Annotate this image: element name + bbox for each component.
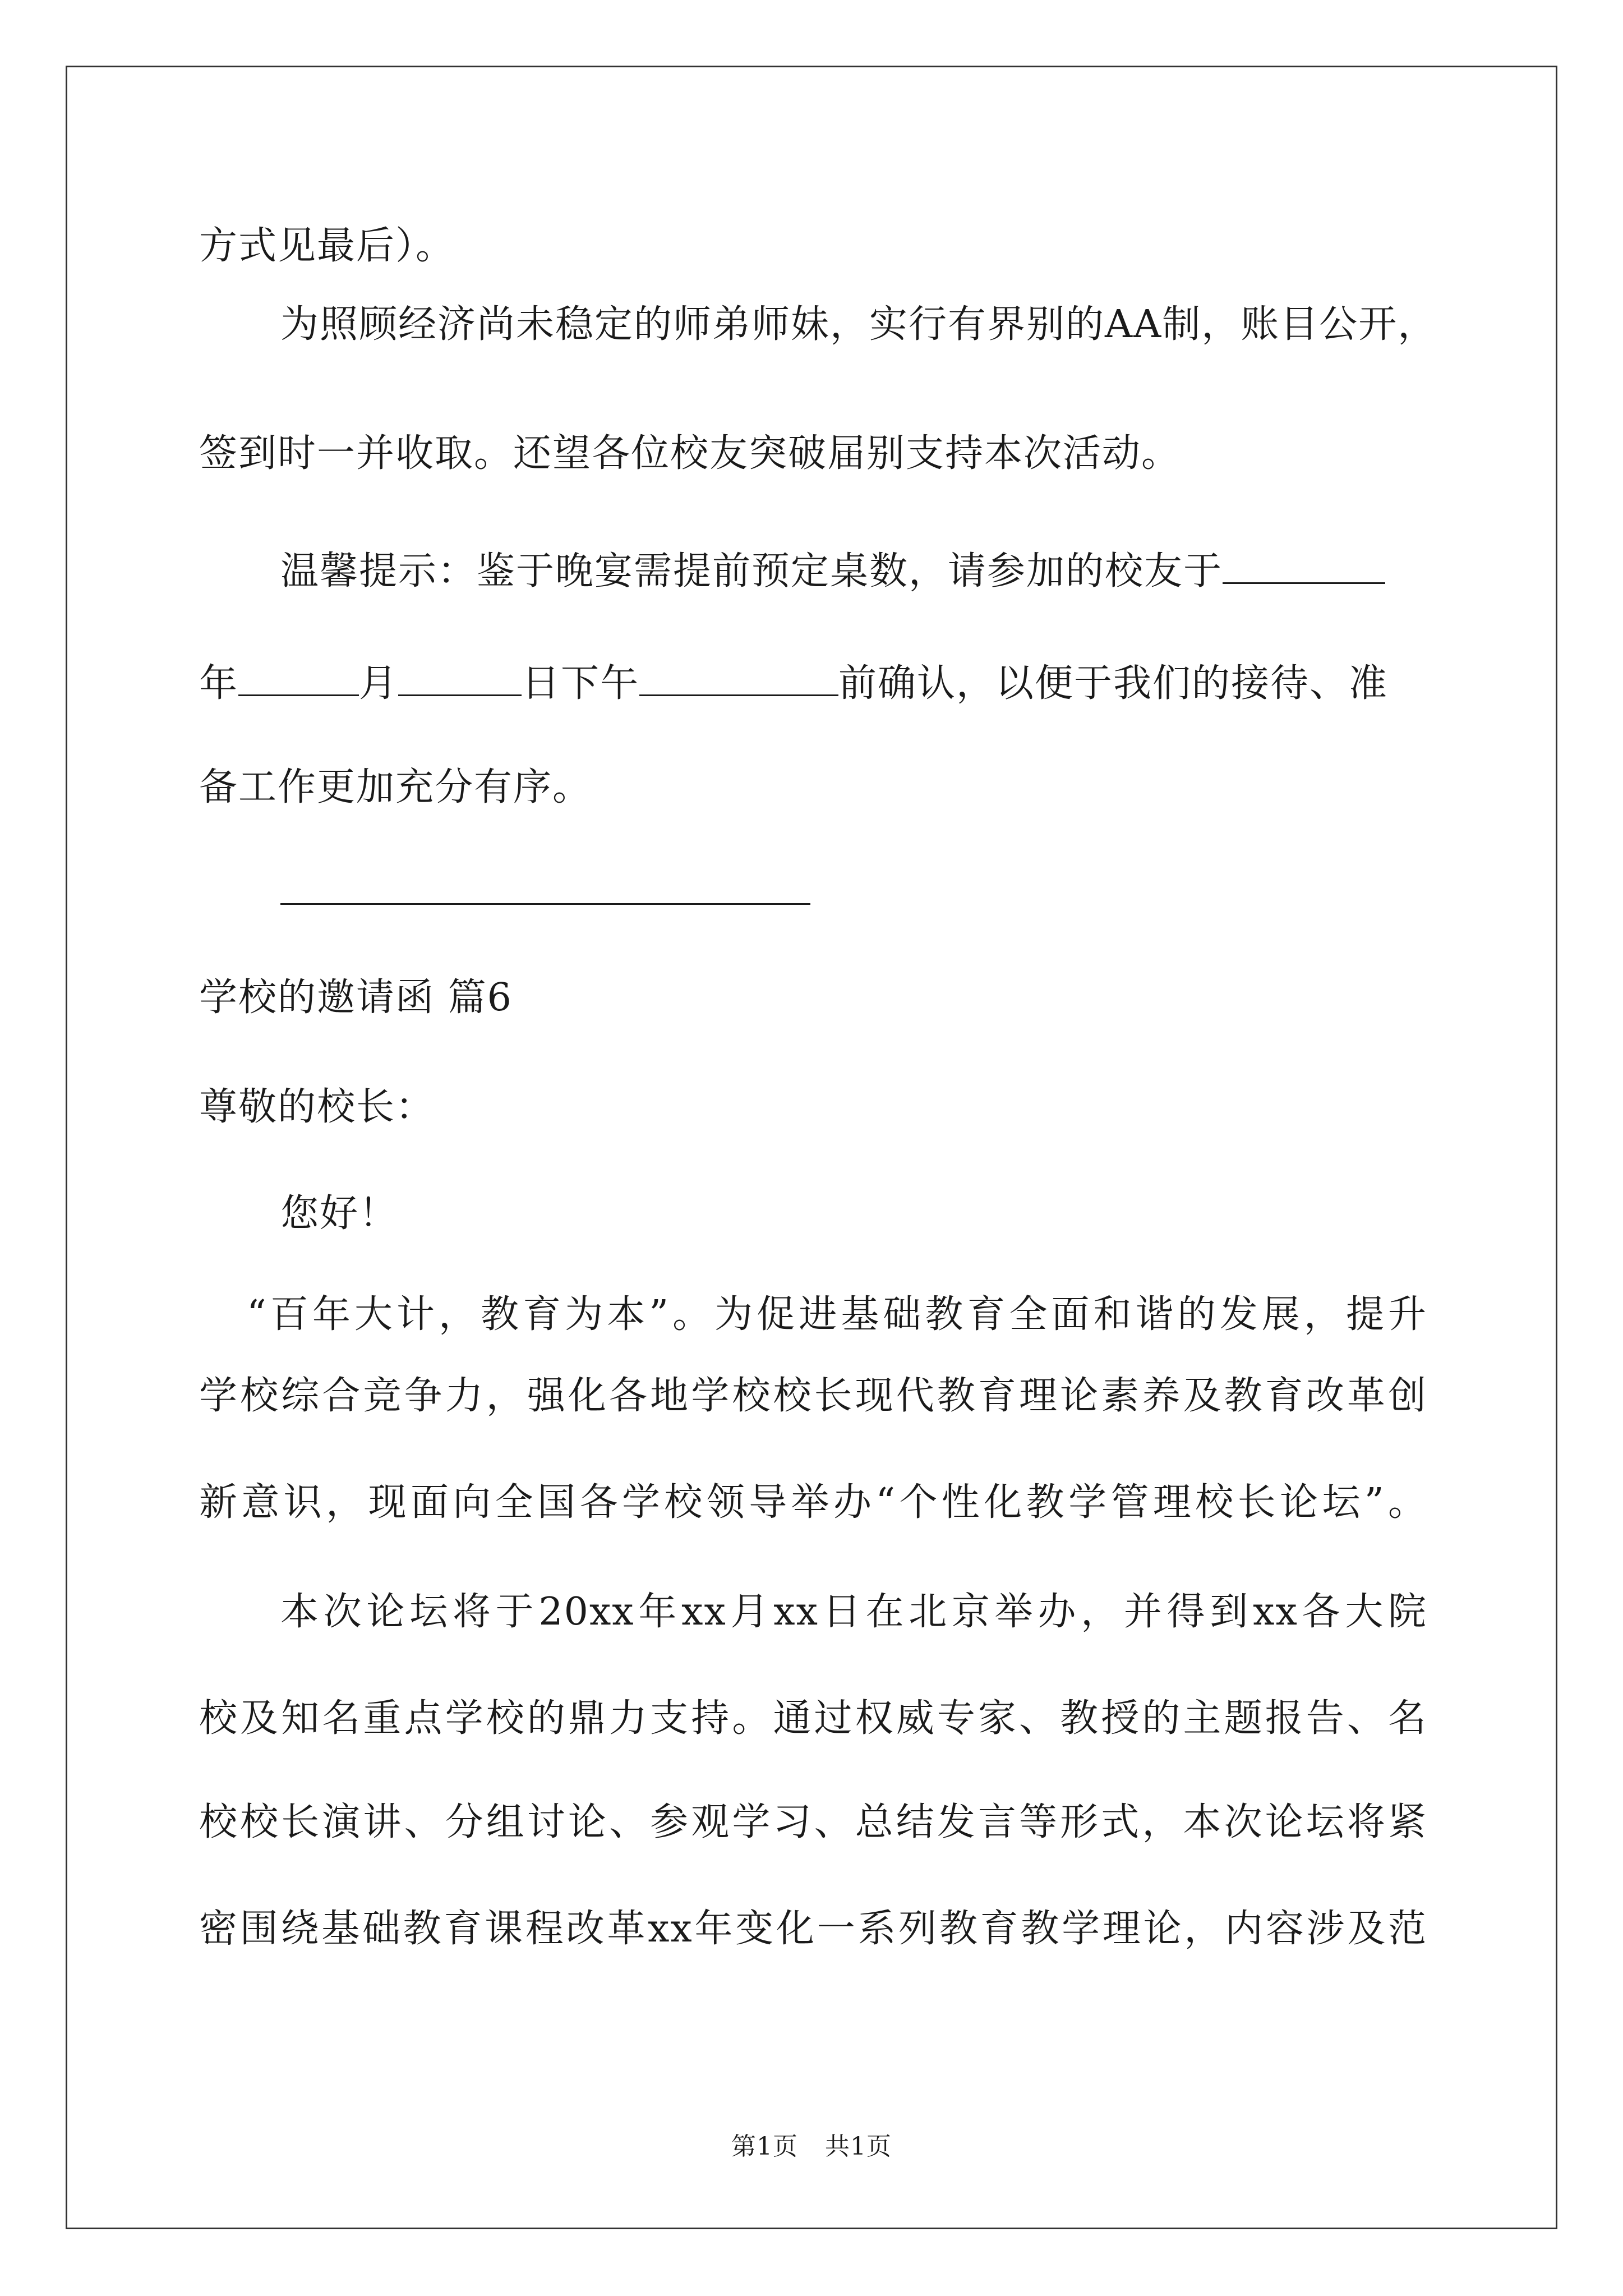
paragraph-line: “百年大计，教育为本”。为促进基础教育全面和谐的发展，提升 [247, 1292, 1427, 1337]
greeting: 您好！ [280, 1191, 399, 1236]
paragraph-line: 新意识，现面向全国各学校领导举办“个性化教学管理校长论坛”。 [199, 1480, 1427, 1525]
paragraph-line: 方式见最后）。 [199, 224, 455, 268]
salutation: 尊敬的校长： [199, 1085, 435, 1129]
day-label: 日下午 [522, 661, 640, 706]
paragraph-line: 本次论坛将于20xx年xx月xx日在北京举办，并得到xx各大院 [280, 1590, 1427, 1634]
paragraph-line: 签到时一并收取。还望各位校友突破届别支持本次活动。 [199, 431, 1181, 476]
month-blank [398, 662, 522, 696]
paragraph-line: 学校综合竞争力，强化各地学校校长现代教育理论素养及教育改革创 [199, 1374, 1427, 1418]
paragraph-line: 为照顾经济尚未稳定的师弟师妹，实行有界别的AA制，账目公开， [280, 302, 1437, 347]
page-number: 第1页 [731, 2132, 798, 2161]
reminder-text: 温馨提示：鉴于晚宴需提前预定桌数，请参加的校友于 [280, 549, 1223, 593]
time-blank [639, 662, 838, 696]
year-blank [238, 662, 359, 696]
page-footer [0, 2126, 1623, 2162]
reminder-line [280, 550, 1385, 591]
deadline-tail: 前确认，以便于我们的接待、准 [838, 661, 1389, 706]
year-label: 年 [199, 661, 239, 706]
deadline-line [199, 661, 1389, 706]
section-title: 学校的邀请函 篇6 [199, 976, 513, 1020]
signature-line [280, 903, 810, 905]
paragraph-line: 校校长演讲、分组讨论、参观学习、总结发言等形式，本次论坛将紧 [199, 1800, 1427, 1844]
blank-field [1223, 550, 1385, 584]
paragraph-line: 密围绕基础教育课程改革xx年变化一系列教育教学理论，内容涉及范 [199, 1907, 1427, 1951]
page-border [66, 66, 1557, 2229]
page-total: 共1页 [825, 2132, 892, 2161]
paragraph-line: 校及知名重点学校的鼎力支持。通过权威专家、教授的主题报告、名 [199, 1696, 1427, 1741]
month-label: 月 [359, 661, 399, 706]
paragraph-line: 备工作更加充分有序。 [199, 765, 592, 809]
